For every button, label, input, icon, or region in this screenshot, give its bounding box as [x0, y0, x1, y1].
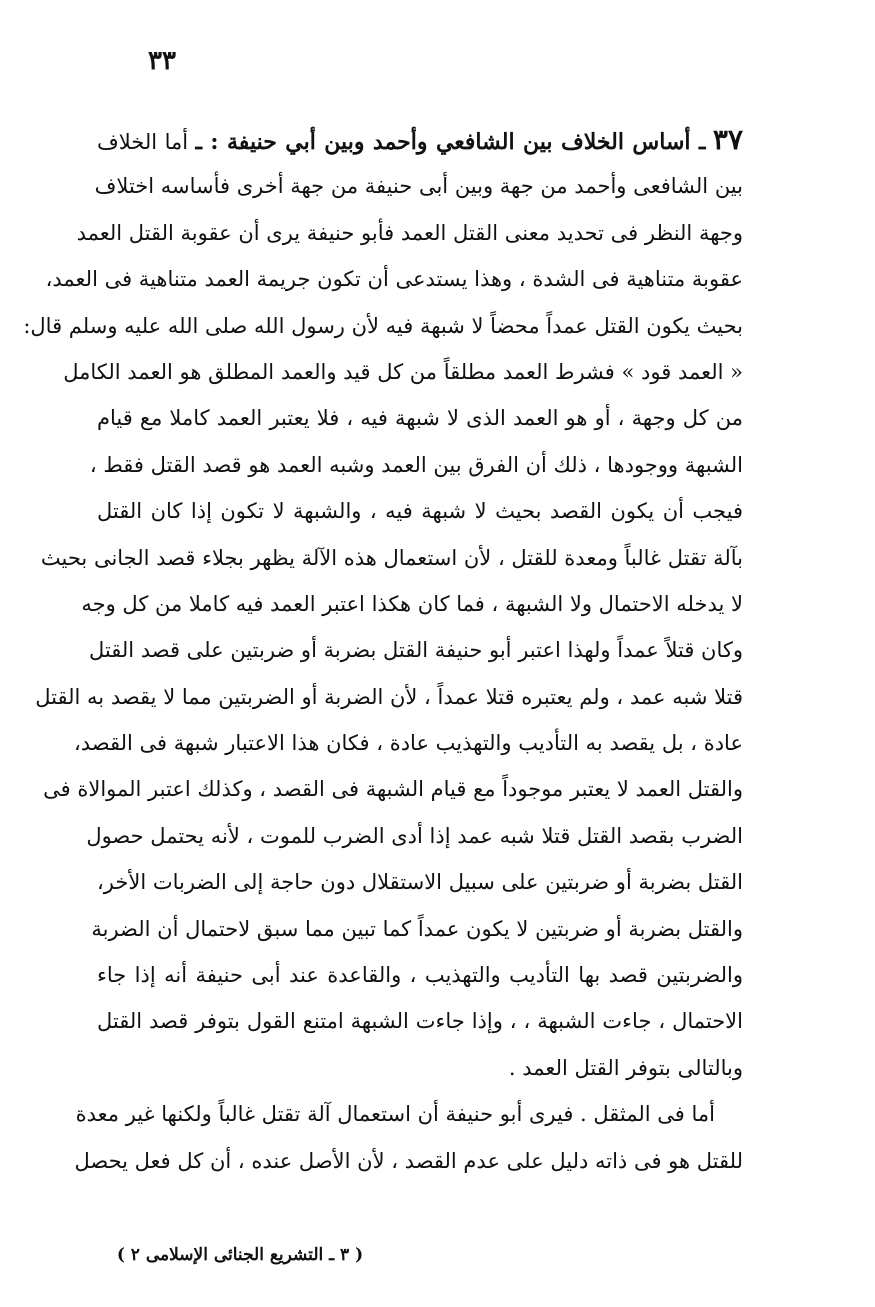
text-line: بين الشافعى وأحمد من جهة وبين أبى حنيفة من جهة أخرى فأساسه اختلاف: [94, 174, 743, 199]
section-heading: ـ أساس الخلاف بين الشافعي وأحمد وبين أبي حنيفة : ـ: [195, 129, 706, 155]
text-line: القتل بضربة أو ضربتين على سبيل الاستقلال دون حاجة إلى الضربات الأخر،: [97, 870, 743, 895]
section-heading-line: [97, 117, 743, 163]
body-text: [23, 117, 743, 1184]
text-line: عقوبة متناهية فى الشدة ، وهذا يستدعى أن تكون جريمة العمد متناهية فى العمد،: [45, 267, 743, 292]
section-number: ٣٧: [712, 123, 743, 156]
text-line: لا يدخله الاحتمال ولا الشبهة ، فما كان هكذا اعتبر العمد فيه كاملا من كل وجه: [81, 591, 743, 616]
text-line: والضربتين قصد بها التأديب والتهذيب ، والقاعدة عند أبى حنيفة أنه إذا جاء: [97, 963, 743, 988]
text-line: الاحتمال ، جاءت الشبهة ، ، وإذا جاءت الشبهة امتنع القول بتوفر قصد القتل: [97, 1009, 743, 1034]
text-line: قتلا شبه عمد ، ولم يعتبره قتلا عمداً ، لأن الضربة أو الضربتين مما لا يقصد به القتل: [35, 684, 743, 709]
text-line: بحيث يكون القتل عمداً محضاً لا شبهة فيه لأن رسول الله صلى الله عليه وسلم قال:: [23, 313, 743, 338]
text-line: من كل وجهة ، أو هو العمد الذى لا شبهة فيه ، فلا يعتبر العمد كاملا مع قيام: [97, 406, 743, 431]
text-line: للقتل هو فى ذاته دليل على عدم القصد ، لأن الأصل عنده ، أن كل فعل يحصل: [74, 1148, 743, 1173]
text-line: وبالتالى بتوفر القتل العمد .: [508, 1055, 743, 1080]
section-lead: أما الخلاف: [97, 130, 189, 154]
text-line: وجهة النظر فى تحديد معنى القتل العمد فأبو حنيفة يرى أن عقوبة القتل العمد: [76, 220, 743, 245]
text-line: عادة ، بل يقصد به التأديب والتهذيب عادة ، فكان هذا الاعتبار شبهة فى القصد،: [73, 731, 743, 756]
text-line: بآلة تقتل غالباً ومعدة للقتل ، لأن استعمال هذه الآلة يظهر بجلاء قصد الجانى بحيث: [40, 545, 743, 570]
text-line: والقتل بضربة أو ضربتين لا يكون عمداً كما تبين مما سبق لاحتمال أن الضربة: [91, 916, 743, 941]
text-line: والقتل العمد لا يعتبر موجوداً مع قيام الشبهة فى القصد ، وكذلك اعتبر الموالاة فى: [43, 777, 743, 802]
text-line: وكان قتلاً عمداً ولهذا اعتبر أبو حنيفة القتل بضربة أو ضربتين على قصد القتل: [88, 638, 743, 663]
paragraph-start-line: أما فى المثقل . فيرى أبو حنيفة أن استعمال آلة تقتل غالباً ولكنها غير معدة: [75, 1102, 715, 1127]
text-line: الشبهة ووجودها ، ذلك أن الفرق بين العمد وشبه العمد هو قصد القتل فقط ،: [89, 452, 743, 477]
footer-signature: ( ٣ ـ التشريع الجنائى الإسلامى ٢ ): [116, 1245, 364, 1265]
page-number: ٣٣: [148, 46, 176, 76]
text-line: فيجب أن يكون القصد بحيث لا شبهة فيه ، والشبهة لا تكون إذا كان القتل: [97, 499, 743, 524]
text-line: الضرب بقصد القتل قتلا شبه عمد إذا أدى الضرب للموت ، لأنه يحتمل حصول: [86, 823, 743, 848]
text-line: « العمد قود » فشرط العمد مطلقاً من كل قيد والعمد المطلق هو العمد الكامل: [63, 359, 743, 384]
